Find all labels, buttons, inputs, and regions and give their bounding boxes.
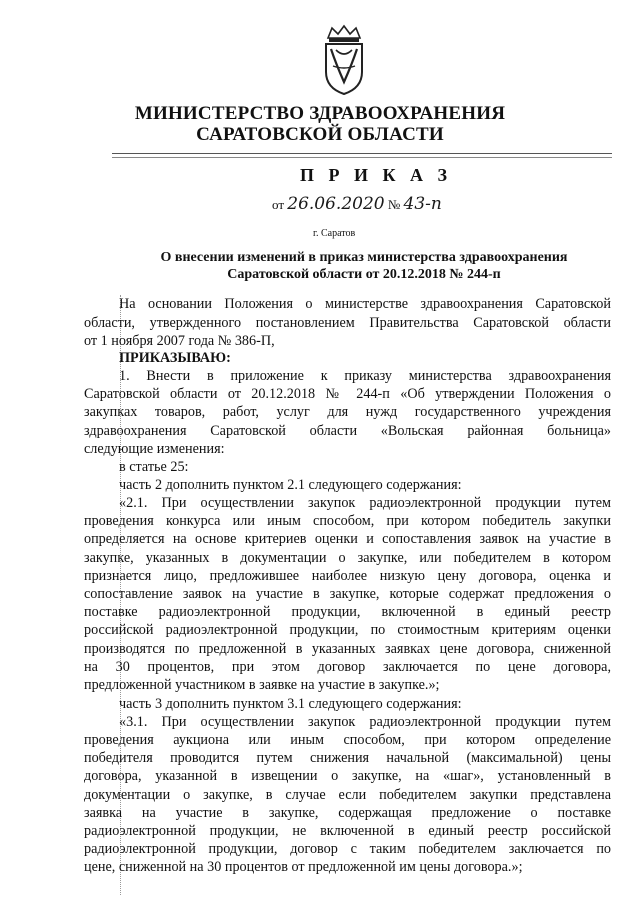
body-line: сопоставление заявок на участие в закупке, которые содержат предложения о bbox=[84, 586, 611, 602]
body-line: радиоэлектронной продукции, договор с таким победителем заключается по bbox=[84, 841, 611, 857]
order-date-line bbox=[272, 194, 442, 214]
body-line: ПРИКАЗЫВАЮ: bbox=[119, 350, 231, 366]
body-line: победителя проводится путем снижения начальной (максимальной) цены bbox=[84, 750, 611, 766]
body-line: цене, сниженной на 30 процентов от предложенной им цены договора.»; bbox=[84, 859, 523, 875]
body-line: следующие изменения: bbox=[84, 441, 225, 457]
subject-line1: О внесении изменений в приказ министерства здравоохранения bbox=[160, 250, 568, 265]
body-line: Саратовской области от 20.12.2018 № 244-п «Об утверждении Положения о bbox=[84, 386, 611, 402]
body-line: от 1 ноября 2007 года № 386-П, bbox=[84, 333, 275, 349]
body-line: определяется на основе критериев оценки и сопоставления заявок на участие в bbox=[84, 531, 611, 547]
body-line: производятся по предложенной в указанных заявках цене договора, сниженной bbox=[84, 641, 611, 657]
body-line: договора, указанной в извещении о закупке, на «шаг», установленный в bbox=[84, 768, 611, 784]
order-date: 26.06.2020 bbox=[287, 194, 385, 214]
body-line: радиоэлектронной продукции, не включенной в единый реестр российской bbox=[84, 823, 611, 839]
header-divider-secondary bbox=[112, 157, 612, 158]
coat-of-arms-icon bbox=[322, 24, 366, 96]
body-line: в статье 25: bbox=[119, 459, 189, 475]
body-line: На основании Положения о министерстве здравоохранения Саратовской bbox=[119, 296, 611, 312]
body-line: часть 3 дополнить пунктом 3.1 следующего содержания: bbox=[119, 696, 462, 712]
body-line: 1. Внести в приложение к приказу министерства здравоохранения bbox=[119, 368, 611, 384]
body-line: заявка на участие в закупке, содержащая предложение о поставке bbox=[84, 805, 611, 821]
body-line: признается лицо, предложившее наиболее низкую цену договора, оценка и bbox=[84, 568, 611, 584]
body-line: предложенной участником в заявке на участие в закупке.»; bbox=[84, 677, 440, 693]
body-line: закупке, указанных в документации о закупке, или победителем в котором bbox=[84, 550, 611, 566]
body-line: «3.1. При осуществлении закупок радиоэлектронной продукции путем bbox=[119, 714, 611, 730]
header-divider bbox=[112, 153, 612, 154]
body-line: поставке радиоэлектронной продукции, включенной в единый реестр bbox=[84, 604, 611, 620]
body-line: на 30 процентов, при этом договор заключается по цене договора, bbox=[84, 659, 611, 675]
number-prefix: № bbox=[387, 197, 401, 212]
date-prefix: от bbox=[272, 197, 285, 212]
body-line: проведения конкурса или иным способом, при котором победитель закупки bbox=[84, 513, 611, 529]
body-line: здравоохранения Саратовской области «Вольская районная больница» bbox=[84, 423, 611, 439]
body-line: документации о закупке, в случае если победителем закупки представлена bbox=[84, 787, 611, 803]
order-city: г. Саратов bbox=[313, 228, 356, 239]
ministry-name-line1: МИНИСТЕРСТВО ЗДРАВООХРАНЕНИЯ bbox=[134, 103, 506, 124]
order-title: П Р И К А З bbox=[300, 165, 453, 185]
subject-line2: Саратовской области от 20.12.2018 № 244-п bbox=[227, 267, 501, 282]
body-line: закупках товаров, работ, услуг для нужд государственного учреждения bbox=[84, 404, 611, 420]
body-line: области, утвержденного постановлением Правительства Саратовской области bbox=[84, 315, 611, 331]
body-line: проведения аукциона или иным способом, при котором определение bbox=[84, 732, 611, 748]
body-line: российской радиоэлектронной продукции, по стоимостным критериям оценки bbox=[84, 622, 611, 638]
order-number: 43-п bbox=[403, 194, 442, 214]
ministry-name-line2: САРАТОВСКОЙ ОБЛАСТИ bbox=[196, 124, 444, 145]
body-line: часть 2 дополнить пунктом 2.1 следующего содержания: bbox=[119, 477, 462, 493]
body-line: «2.1. При осуществлении закупок радиоэлектронной продукции путем bbox=[119, 495, 611, 511]
